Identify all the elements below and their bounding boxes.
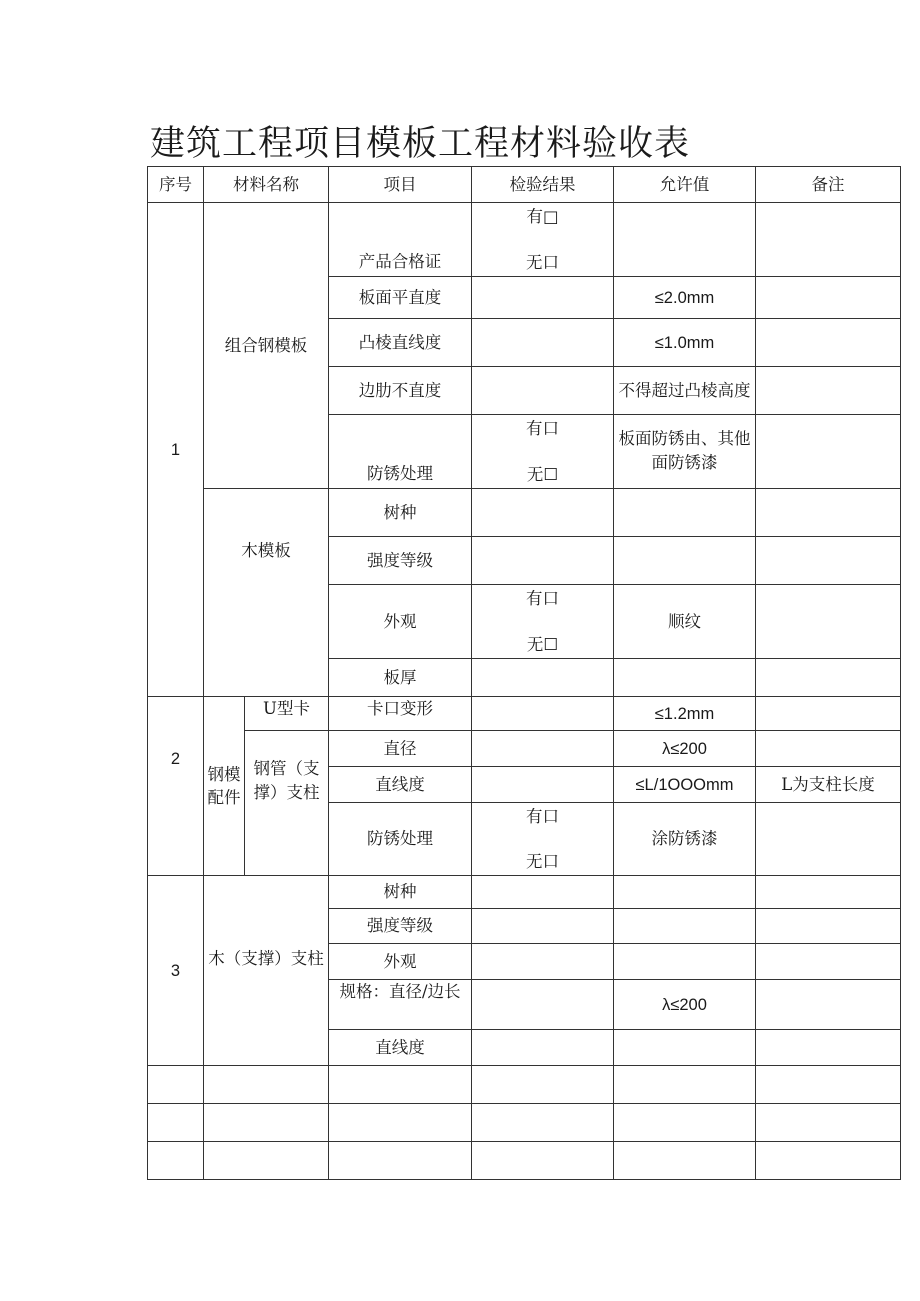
row-number: 3 (148, 876, 204, 1066)
note-cell (756, 537, 901, 585)
note-cell (756, 203, 901, 277)
item-cell: 直径 (329, 731, 472, 767)
allowed-cell: λ≤200 (614, 980, 756, 1030)
table-row (148, 731, 901, 767)
note-cell (756, 803, 901, 876)
table-row (148, 697, 901, 731)
item-cell: 凸棱直线度 (329, 319, 472, 367)
table-row (148, 203, 901, 277)
result-cell (472, 585, 614, 659)
checkbox-yes[interactable]: 有口 (526, 806, 559, 826)
checkbox-no[interactable]: 无☐ (526, 634, 559, 654)
item-cell: 强度等级 (329, 537, 472, 585)
item-cell: 产品合格证 (329, 203, 472, 277)
result-cell (472, 767, 614, 803)
header-cell: 材料名称 (204, 167, 329, 203)
note-cell (756, 367, 901, 415)
item-cell: 卡口变形 (329, 697, 472, 731)
allowed-cell: 顺纹 (614, 585, 756, 659)
result-cell (472, 1030, 614, 1066)
allowed-cell (614, 203, 756, 277)
result-cell (472, 944, 614, 980)
allowed-cell (614, 659, 756, 697)
checkbox-yes[interactable]: 有口 (526, 588, 559, 608)
checkbox-no[interactable]: 无口 (526, 252, 559, 272)
result-cell (472, 367, 614, 415)
header-row (148, 167, 901, 203)
result-cell (472, 876, 614, 909)
material-name: 钢模配件 (204, 697, 245, 876)
acceptance-table (147, 166, 901, 1180)
item-cell: 边肋不直度 (329, 367, 472, 415)
header-cell: 序号 (148, 167, 204, 203)
result-cell (472, 489, 614, 537)
item-cell: 板面平直度 (329, 277, 472, 319)
empty-row (148, 1104, 901, 1142)
row-number: 1 (148, 203, 204, 697)
note-cell (756, 980, 901, 1030)
result-cell (472, 277, 614, 319)
empty-row (148, 1066, 901, 1104)
note-cell (756, 489, 901, 537)
allowed-cell: 板面防锈由、其他面防锈漆 (614, 415, 756, 489)
note-cell (756, 659, 901, 697)
allowed-cell: 不得超过凸棱高度 (614, 367, 756, 415)
allowed-cell (614, 537, 756, 585)
checkbox-no[interactable]: 无☐ (526, 464, 559, 484)
note-cell (756, 415, 901, 489)
result-cell (472, 803, 614, 876)
item-cell: 外观 (329, 944, 472, 980)
note-cell (756, 277, 901, 319)
result-cell (472, 319, 614, 367)
result-cell (472, 537, 614, 585)
sub-material-name: 钢管（支撑）支柱 (245, 731, 329, 876)
item-cell: 规格：直径/边长 (329, 980, 472, 1030)
item-cell: 板厚 (329, 659, 472, 697)
note-cell (756, 944, 901, 980)
item-cell: 外观 (329, 585, 472, 659)
note-cell (756, 909, 901, 944)
table-row (148, 876, 901, 909)
note-cell (756, 876, 901, 909)
material-name: 组合钢模板 (204, 203, 329, 489)
note-cell: L为支柱长度 (756, 767, 901, 803)
page-title: 建筑工程项目模板工程材料验收表 (150, 124, 691, 164)
item-cell: 防锈处理 (329, 803, 472, 876)
note-cell (756, 585, 901, 659)
table-row (148, 489, 901, 537)
material-name: 木（支撑）支柱 (204, 876, 329, 1066)
item-cell: 直线度 (329, 767, 472, 803)
allowed-cell (614, 876, 756, 909)
row-number: 2 (148, 697, 204, 876)
item-cell: 防锈处理 (329, 415, 472, 489)
allowed-cell (614, 489, 756, 537)
note-cell (756, 319, 901, 367)
header-cell: 检验结果 (472, 167, 614, 203)
allowed-cell: 涂防锈漆 (614, 803, 756, 876)
allowed-cell: ≤2.0mm (614, 277, 756, 319)
result-cell (472, 203, 614, 277)
header-cell: 允许值 (614, 167, 756, 203)
item-cell: 树种 (329, 489, 472, 537)
allowed-cell (614, 944, 756, 980)
header-cell: 项目 (329, 167, 472, 203)
header-cell: 备注 (756, 167, 901, 203)
empty-row (148, 1142, 901, 1180)
note-cell (756, 1030, 901, 1066)
allowed-cell: λ≤200 (614, 731, 756, 767)
allowed-cell: ≤1.0mm (614, 319, 756, 367)
allowed-cell: ≤1.2mm (614, 697, 756, 731)
item-cell: 强度等级 (329, 909, 472, 944)
result-cell (472, 659, 614, 697)
result-cell (472, 731, 614, 767)
item-cell: 树种 (329, 876, 472, 909)
allowed-cell (614, 909, 756, 944)
checkbox-yes[interactable]: 有□ (526, 206, 559, 226)
material-name: 木模板 (204, 489, 329, 697)
note-cell (756, 731, 901, 767)
result-cell (472, 697, 614, 731)
item-cell: 直线度 (329, 1030, 472, 1066)
result-cell (472, 980, 614, 1030)
checkbox-no[interactable]: 无口 (526, 851, 559, 871)
allowed-cell: ≤L/1OOOmm (614, 767, 756, 803)
allowed-cell (614, 1030, 756, 1066)
sub-material-name: U型卡 (245, 697, 329, 731)
note-cell (756, 697, 901, 731)
result-cell (472, 415, 614, 489)
checkbox-yes[interactable]: 有口 (526, 418, 559, 438)
result-cell (472, 909, 614, 944)
